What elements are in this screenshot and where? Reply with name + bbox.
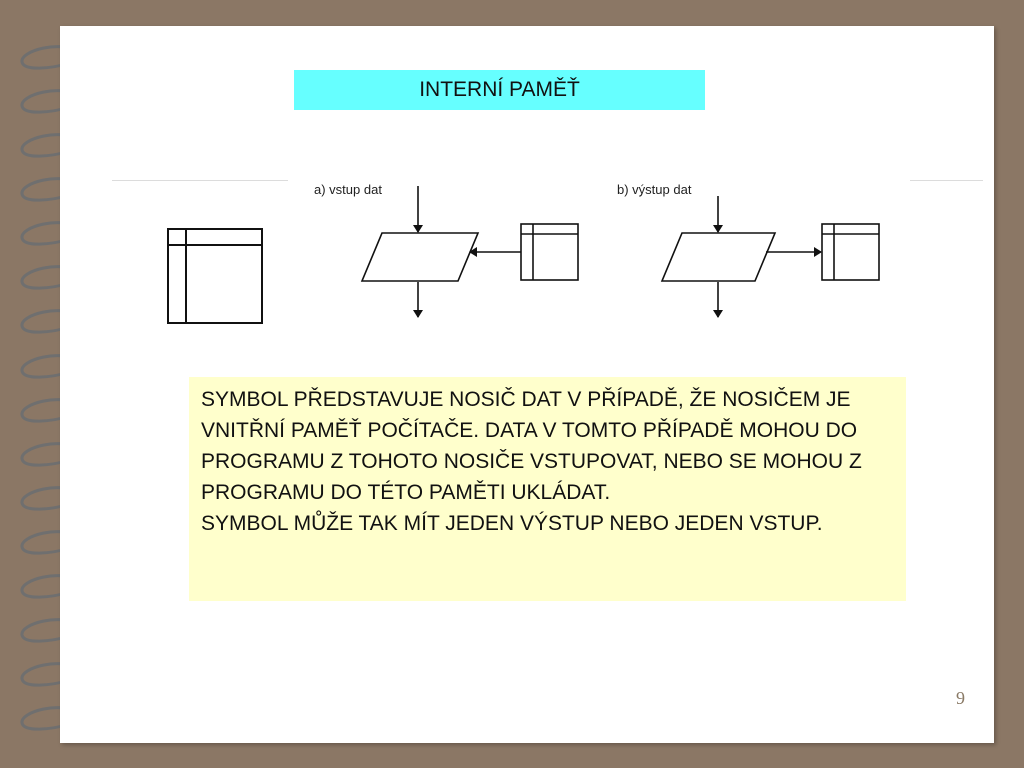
label-output-data: b) výstup dat — [617, 182, 692, 197]
page-number: 9 — [956, 688, 965, 708]
input-data-diagram — [362, 186, 578, 317]
description-paragraph-2: SYMBOL MŮŽE TAK MÍT JEDEN VÝSTUP NEBO JEDEN VSTUP. — [201, 512, 823, 535]
description-box — [189, 377, 906, 601]
label-input-data: a) vstup dat — [314, 182, 382, 197]
io-parallelogram-a — [362, 233, 478, 281]
output-data-diagram — [662, 196, 879, 317]
memory-symbol-b — [822, 224, 879, 280]
internal-memory-symbol — [168, 229, 262, 323]
slide-title: INTERNÍ PAMĚŤ — [294, 70, 705, 110]
description-paragraph-1: SYMBOL PŘEDSTAVUJE NOSIČ DAT V PŘÍPADĚ, ŽE NOSIČEM JE VNITŘNÍ PAMĚŤ POČÍTAČE. DATA V TOMTO PŘÍPADĚ MOHOU DO PROGRAMU Z TOHOTO NOSIČE VSTUPOVAT, NEBO SE MOHOU Z PROGRAMU DO TÉTO PAMĚTI UKLÁDAT. — [201, 388, 862, 504]
io-parallelogram-b — [662, 233, 775, 281]
memory-symbol-a — [521, 224, 578, 280]
